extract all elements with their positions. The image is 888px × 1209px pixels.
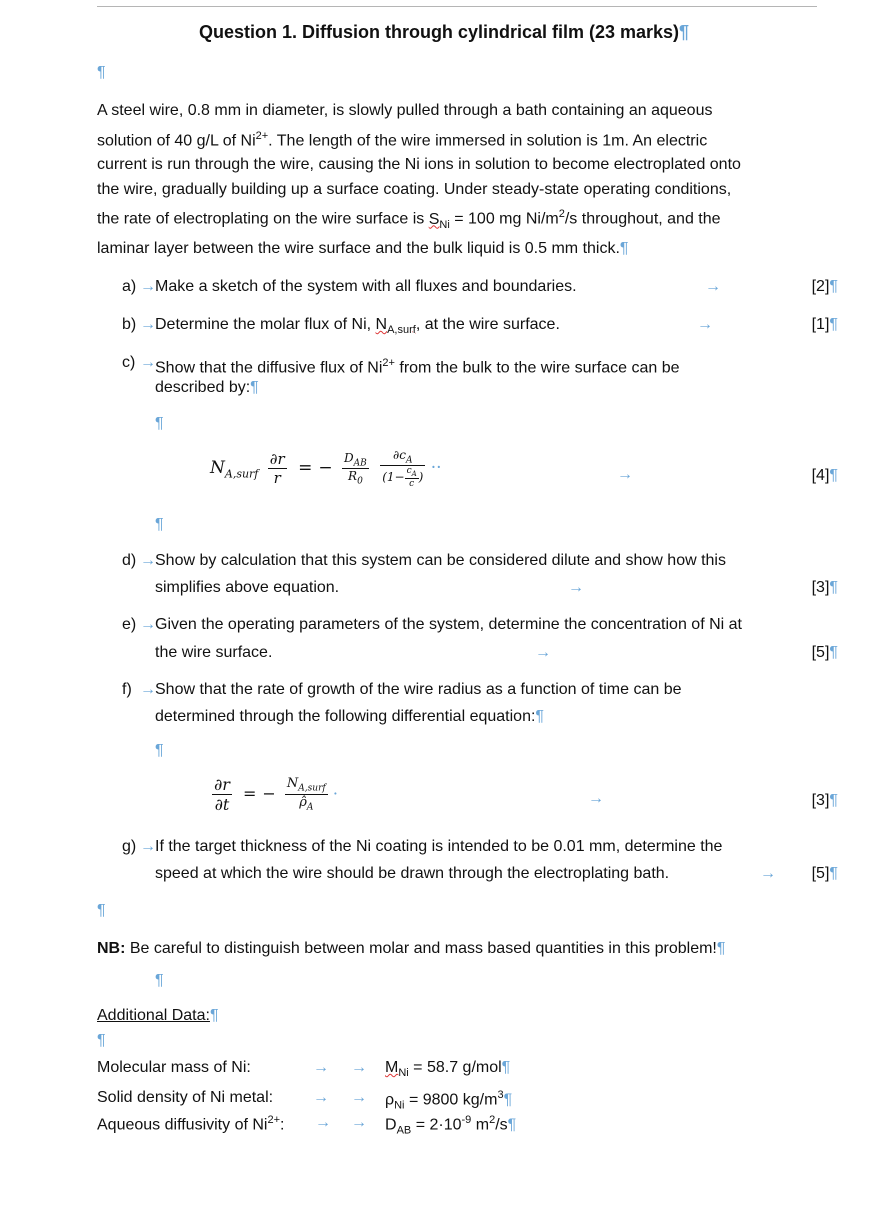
data-row-solid-density: Solid density of Ni metal: → → $\rho_{Ni} = 9800$ $kg/m^3\P$: [97, 1089, 513, 1112]
empty-paragraph-mark: ¶: [155, 972, 164, 989]
question-f: f) → Show that the rate of growth of the wire radius as a function of time can be determined through the following differential equation:¶: [122, 681, 682, 725]
tab-arrow: →: [617, 466, 633, 483]
header-rule: [97, 6, 817, 7]
question-e: e) → Given the operating parameters of the system, determine the concentration of Ni at the wire surface. → [5]¶: [122, 616, 838, 661]
empty-paragraph-mark: ¶: [97, 902, 106, 919]
question-a: a) → Make a sketch of the system with all fluxes and boundaries. → [2]¶: [122, 278, 838, 295]
question-d: d) → Show by calculation that this system can be considered dilute and show how this simplifies above equation. → [3]¶: [122, 552, 838, 596]
equation-diffusive-flux: $N_{A,surf}$ $\frac{\partial r}{r}$ = − $\frac{D_{AB}}{R_0}$ $\partial c_A$ (1− $\frac{c_A}{c}$ ) ··: [210, 448, 442, 490]
intro-paragraph: A steel wire, 0.8 mm in diameter, is slowly pulled through a bath containing an aqueous solution of 40 g/L of $Ni^{2+}$. The length of the wire immersed in solution is 1m. An electric current is run through the wire, causing the Ni ions in solution to become electroplated onto the wire, gradually building up a surface coating. Under steady-state operating conditions, the rate of electroplating on the wire surface is $S_{Ni} = 100$ mg $Ni/m^2/s$ throughout, and the laminar layer between the wire surface and the bulk liquid is 0.5 mm thick.¶: [97, 102, 741, 258]
nb-note: NB: Be careful to distinguish between molar and mass based quantities in this problem!¶: [97, 940, 726, 957]
additional-data-heading: Additional Data:¶: [97, 1007, 219, 1024]
data-row-molecular-mass: Molecular mass of Ni: → → $M_{Ni} = 58.7$ g/mol¶: [97, 1059, 511, 1080]
marks-c: [4]¶: [811, 467, 838, 484]
question-c: c) → Show that the diffusive flux of $Ni^{2+}$ from the bulk to the wire surface can be described by:¶: [122, 354, 680, 396]
tab-arrow: →: [588, 790, 604, 807]
empty-paragraph-mark: ¶: [155, 742, 164, 759]
marks-f: [3]¶: [811, 792, 838, 809]
question-g: g) → If the target thickness of the Ni coating is intended to be 0.01 mm, determine the speed at which the wire should be drawn through the electroplating bath. → [5]¶: [122, 838, 838, 882]
equation-radius-growth: $\frac{\partial r}{\partial t}$ = − $\frac{N_{A,surf}}{\rhô_A}$ ·: [214, 775, 338, 814]
question-b: b) → Determine the molar flux of Ni, $N_{A,surf}$, at the wire surface. → [1]¶: [122, 316, 838, 337]
empty-paragraph-mark: ¶: [155, 415, 164, 432]
page-title: Question 1. Diffusion through cylindrical film (23 marks)¶: [198, 22, 690, 42]
data-row-diffusivity: Aqueous diffusivity of $Ni^{2+}$: → → $D_{AB} = 2\cdot 10^{-9}$ $m^2/s\P$: [97, 1114, 517, 1137]
empty-paragraph-mark: ¶: [97, 1032, 106, 1049]
empty-paragraph-mark: ¶: [155, 516, 164, 533]
empty-paragraph-mark: ¶: [97, 64, 106, 81]
